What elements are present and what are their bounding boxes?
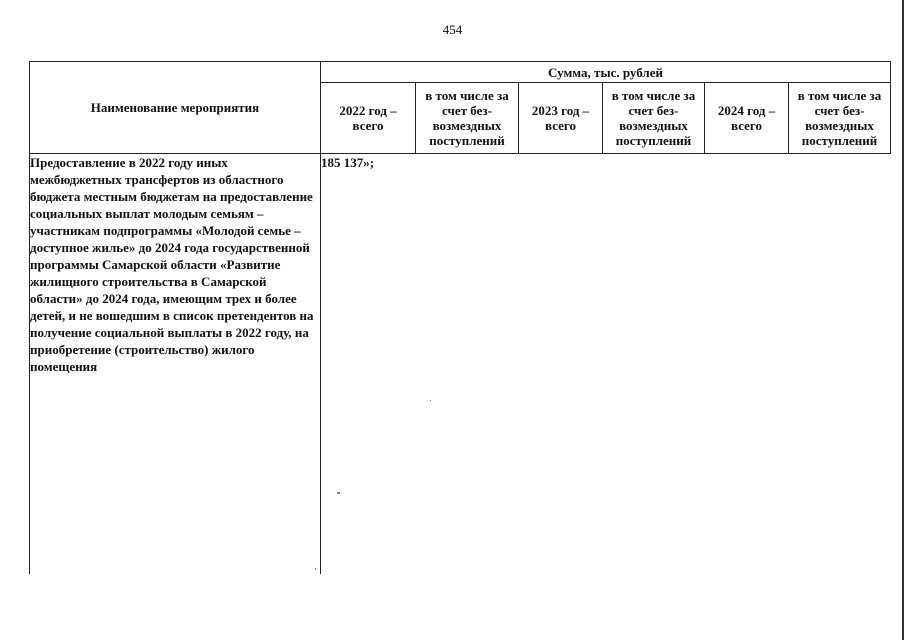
scan-speck [337, 492, 340, 494]
table-row [30, 154, 891, 575]
row-2023-total [519, 154, 603, 575]
row-2023-grants [603, 154, 705, 575]
row-2022-grants [416, 154, 519, 575]
col-2024-grants: в том числе за счет без-возмездных поступлений [789, 83, 891, 154]
col-2023-grants: в том числе за счет без-возмездных поступлений [603, 83, 705, 154]
budget-table [29, 61, 891, 574]
col-2022-grants: в том числе за счет без-возмездных поступлений [416, 83, 519, 154]
header-name: Наименование мероприятия [30, 62, 321, 154]
scan-speck [315, 568, 316, 570]
col-2023-total: 2023 год – всего [519, 83, 603, 154]
page-number: 454 [442, 22, 463, 37]
scan-edge [902, 0, 904, 640]
col-2022-total: 2022 год – всего [321, 83, 416, 154]
scan-speck [430, 400, 431, 401]
row-2022-total: 185 137»; [321, 155, 375, 170]
row-name: Предоставление в 2022 году иных межбюджетных трансфертов из областного бюджета местным бюджетам на предоставление социальных выплат молодым семьям – участникам подпрограммы «Молодой семье – доступное жилье» до 2024 года государственной программы Самарской области «Развитие жилищного строительства в Самарской области» до 2024 года, имеющим трех и более детей, и не вошедшим в список претендентов на получение социальной выплаты в 2022 году, на приобретение (строительство) жилого помещения [30, 154, 321, 575]
header-sum: Сумма, тыс. рублей [321, 62, 891, 83]
row-2024-grants [789, 154, 891, 575]
row-2024-total [705, 154, 789, 575]
col-2024-total: 2024 год – всего [705, 83, 789, 154]
